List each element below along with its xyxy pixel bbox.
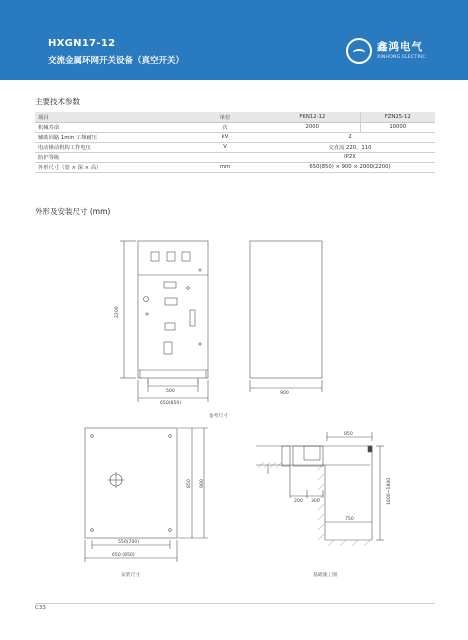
product-name: 交流金属环网开关设备（真空开关） [48, 56, 185, 66]
footer-divider [35, 603, 435, 604]
col-header-fkn: FKN12-12 [265, 112, 360, 122]
foundation-hatching [258, 462, 370, 546]
dim-install-d1: 850 [187, 479, 192, 488]
cell-item: 外形尺寸（宽 × 深 × 高） [35, 162, 185, 172]
viewing-window [164, 342, 172, 354]
side-cabinet-outline [250, 241, 322, 378]
dim-cable-top: 850 [344, 432, 353, 437]
dim-install-d2: 900 [200, 479, 205, 488]
indicator-window [165, 298, 177, 305]
foundation-drawing [256, 432, 384, 540]
dim-front-width: 650(850) [160, 401, 182, 406]
dim-cable-h: 1600~1800 [387, 477, 392, 505]
dim-side-depth: 900 [280, 391, 289, 396]
side-view-drawing [250, 241, 322, 392]
cell-merged: IP2X [265, 152, 435, 162]
col-header-item: 项目 [35, 112, 185, 122]
cell-unit: 次 [185, 122, 265, 132]
dim-install-w2: 650 (850) [112, 553, 135, 558]
spec-section-title: 主要技术参数 [35, 97, 80, 106]
dim-front-inner-width: 500 [166, 389, 175, 394]
install-base-outline [85, 428, 177, 538]
indicator-window [165, 323, 175, 330]
front-view-drawing [120, 241, 208, 402]
indicator-window [164, 282, 176, 288]
col-header-fzn: FZN25-12 [360, 112, 435, 122]
meter-window [151, 252, 159, 261]
cell-fzn: 10000 [360, 122, 435, 132]
front-cabinet-outline [138, 241, 208, 378]
cell-unit: mm [185, 162, 265, 172]
caption-install-dims: 安装尺寸 [121, 573, 141, 578]
logo-text-en: XINHONG ELECTRIC [377, 55, 426, 60]
cell-item: 辅助回路 1min 工频耐压 [35, 132, 185, 142]
dim-front-height: 2200 [115, 306, 120, 318]
dims-section-title: 外形及安装尺寸 (mm) [35, 207, 111, 216]
caption-foundation: 基础施工图 [313, 573, 337, 578]
col-header-unit: 单位 [185, 112, 265, 122]
cell-fkn: 2000 [265, 122, 360, 132]
page-number: C33 [35, 605, 46, 611]
product-model: HXGN17-12 [48, 38, 116, 49]
logo-text-cn: 鑫鸿电气 [377, 41, 423, 53]
caption-reference-dims: 参考尺寸 [209, 414, 229, 419]
dim-install-w1: 550(700) [118, 540, 140, 545]
meter-window [182, 252, 190, 261]
cell-merged: 650(850) × 900 × 2000(2200) [265, 162, 435, 172]
dim-cable-b: 300 [311, 499, 320, 504]
cell-unit: V [185, 142, 265, 152]
cell-unit: kV [185, 132, 265, 142]
dim-cable-c: 750 [345, 517, 354, 522]
front-view-markers [145, 268, 202, 346]
cell-merged: 2 [265, 132, 435, 142]
cell-item: 电动操动机构工作电压 [35, 142, 185, 152]
meter-window [167, 252, 175, 261]
cell-item: 机械寿命 [35, 122, 185, 132]
dim-cable-a: 200 [294, 499, 303, 504]
cell-item: 防护等级 [35, 152, 185, 162]
cell-merged: 交直流 220、110 [265, 142, 435, 152]
install-plan-drawing [85, 428, 208, 562]
